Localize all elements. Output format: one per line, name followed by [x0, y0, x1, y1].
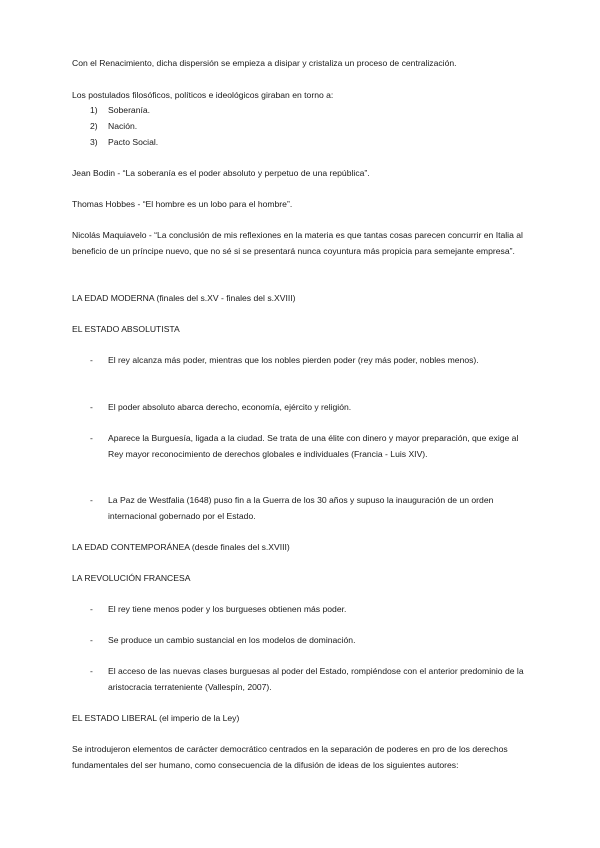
list-number: 2): [90, 121, 98, 131]
list-item: Soberanía.: [108, 105, 151, 115]
list-item: El acceso de las nuevas clases burguesas al poder del Estado, rompiéndose con el anterior predominio de la aristocracia terrateniente (Vallespín, 2007).: [108, 666, 524, 692]
heading-edad-moderna: LA EDAD MODERNA (finales del s.XV - finales del s.XVIII): [72, 293, 296, 303]
bullet-dash: -: [90, 666, 93, 676]
list-item: Se produce un cambio sustancial en los modelos de dominación.: [108, 635, 356, 645]
bullet-dash: -: [90, 635, 93, 645]
list-item: Pacto Social.: [108, 137, 159, 147]
liberal-paragraph: Se introdujeron elementos de carácter democrático centrados en la separación de poderes en pro de los derechos fundamentales del ser humano, como consecuencia de la difusión de ideas de los siguientes autores:: [72, 744, 508, 770]
bullet-dash: -: [90, 604, 93, 614]
heading-estado-absolutista: EL ESTADO ABSOLUTISTA: [72, 324, 180, 334]
list-item: El poder absoluto abarca derecho, economía, ejército y religión.: [108, 402, 352, 412]
bullet-dash: -: [90, 402, 93, 412]
list-number: 1): [90, 105, 98, 115]
quote-hobbes: Thomas Hobbes - “El hombre es un lobo para el hombre”.: [72, 199, 293, 209]
list-item: El rey tiene menos poder y los burgueses obtienen más poder.: [108, 604, 347, 614]
bullet-dash: -: [90, 495, 93, 505]
bullet-dash: -: [90, 433, 93, 443]
list-item: El rey alcanza más poder, mientras que los nobles pierden poder (rey más poder, nobles menos).: [108, 355, 479, 365]
bullet-dash: -: [90, 355, 93, 365]
intro-paragraph: Con el Renacimiento, dicha dispersión se empieza a disipar y cristaliza un proceso de centralización.: [72, 58, 457, 68]
list-item: Aparece la Burguesía, ligada a la ciudad. Se trata de una élite con dinero y mayor preparación, que exige al Rey mayor reconocimiento de derechos globales e individuales (Francia - Luis XIV).: [108, 433, 519, 459]
quote-maquiavelo: Nicolás Maquiavelo - “La conclusión de mis reflexiones en la materia es que tantas cosas parecen concurrir en Italia al beneficio de un príncipe nuevo, que no sé si se presentará nunca coyuntura más propicia para semejante empresa”.: [72, 230, 523, 256]
postulados-intro: Los postulados filosóficos, políticos e ideológicos giraban en torno a:: [72, 90, 334, 100]
quote-bodin: Jean Bodin - “La soberanía es el poder absoluto y perpetuo de una república”.: [72, 168, 370, 178]
list-number: 3): [90, 137, 98, 147]
list-item: La Paz de Westfalia (1648) puso fin a la Guerra de los 30 años y supuso la inauguración de un orden internacional gobernado por el Estado.: [108, 495, 494, 521]
list-item: Nación.: [108, 121, 138, 131]
heading-estado-liberal: EL ESTADO LIBERAL (el imperio de la Ley): [72, 713, 240, 723]
heading-edad-contemporanea: LA EDAD CONTEMPORÁNEA (desde finales del s.XVIII): [72, 542, 290, 552]
heading-revolucion-francesa: LA REVOLUCIÓN FRANCESA: [72, 573, 191, 583]
